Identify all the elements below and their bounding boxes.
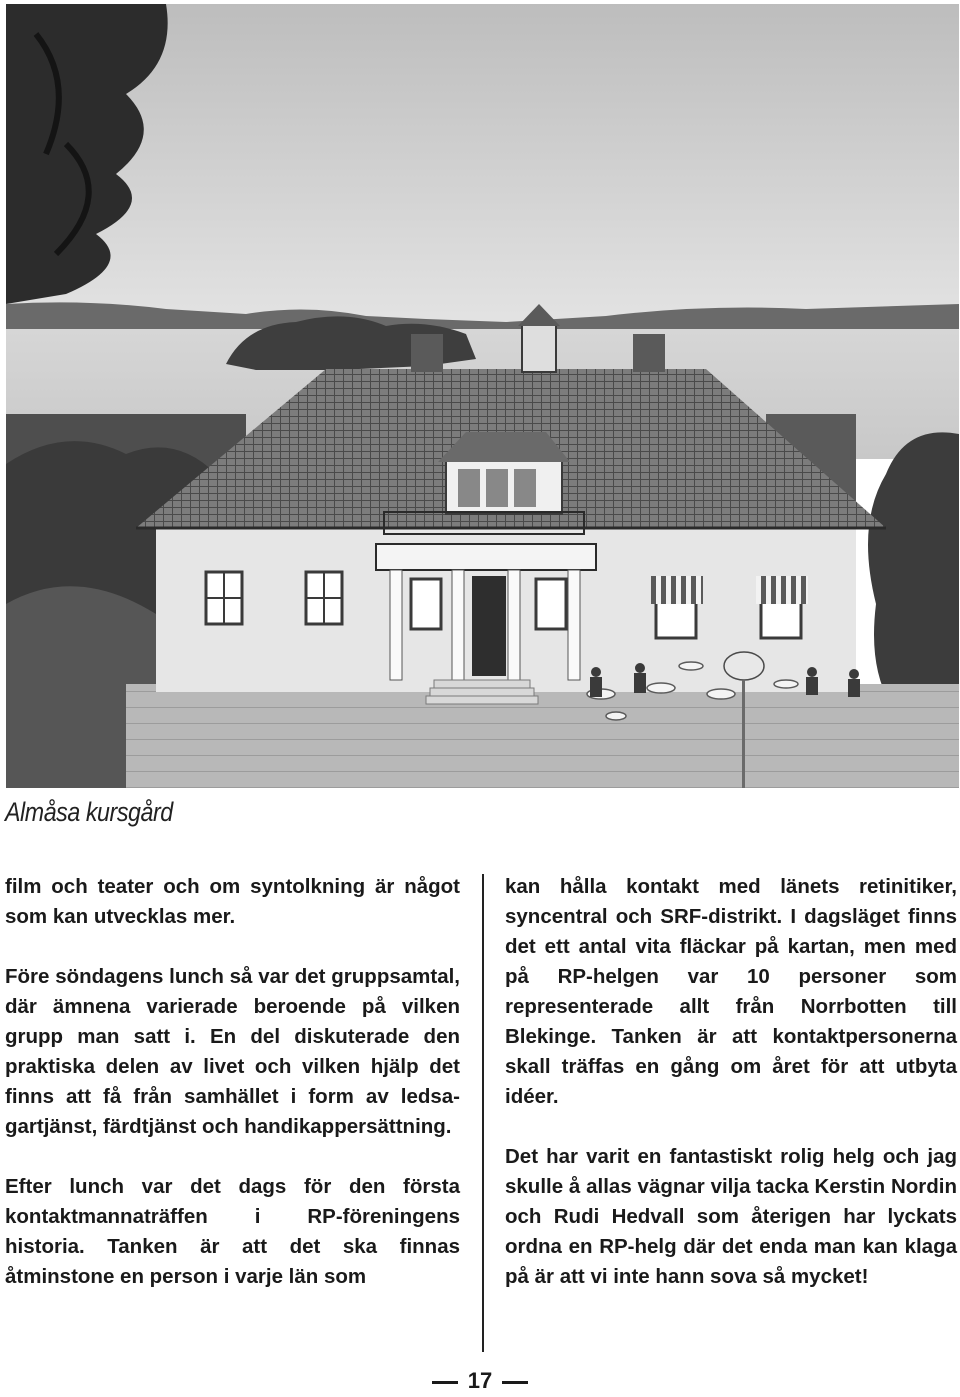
text-column-right bbox=[505, 872, 957, 1292]
page-number-text: 17 bbox=[467, 1368, 493, 1393]
dash-left bbox=[432, 1381, 458, 1384]
photo-almasa-kursgard bbox=[6, 4, 959, 788]
dash-right bbox=[502, 1381, 528, 1384]
paragraph: film och teater och om syntolkning är något som kan utvecklas mer. bbox=[5, 875, 460, 928]
paragraph: Efter lunch var det dags för den första kontaktmannaträffen i RP-föreningens historia. Tanken är att det ska finnas åtminstone en person i varje län som bbox=[5, 1175, 460, 1288]
paragraph: Före söndagens lunch så var det gruppsamtal, där ämnena varierade beroende på vilken grupp man satt i. En del diskuterade den praktiska delen av livet och vilken hjälp det finns att få från samhället i form av ledsagartjänst, färdtjänst och handikappersättning. bbox=[5, 965, 460, 1138]
text-column-left bbox=[5, 872, 460, 1292]
paragraph: Det har varit en fantastiskt rolig helg och jag skulle å allas vägnar vilja tacka Kerstin Nordin och Rudi Hedvall som återigen har lyckats ordna en RP-helg där det enda man kan klaga på är att vi inte hann sova så mycket! bbox=[505, 1145, 957, 1288]
paragraph: kan hålla kontakt med länets retinitiker, syncentral och SRF-distrikt. I dagsläget finns det ett antal vita fläckar på kartan, men med på RP-helgen var 10 personer som representerade allt från Norrbotten till Blekinge. Tanken är att kontaktpersonerna skall träffas en gång om året för att utbyta idéer. bbox=[505, 875, 957, 1108]
column-divider bbox=[482, 874, 484, 1352]
photo-caption: Almåsa kursgård bbox=[5, 797, 173, 827]
page-number bbox=[0, 1368, 960, 1394]
